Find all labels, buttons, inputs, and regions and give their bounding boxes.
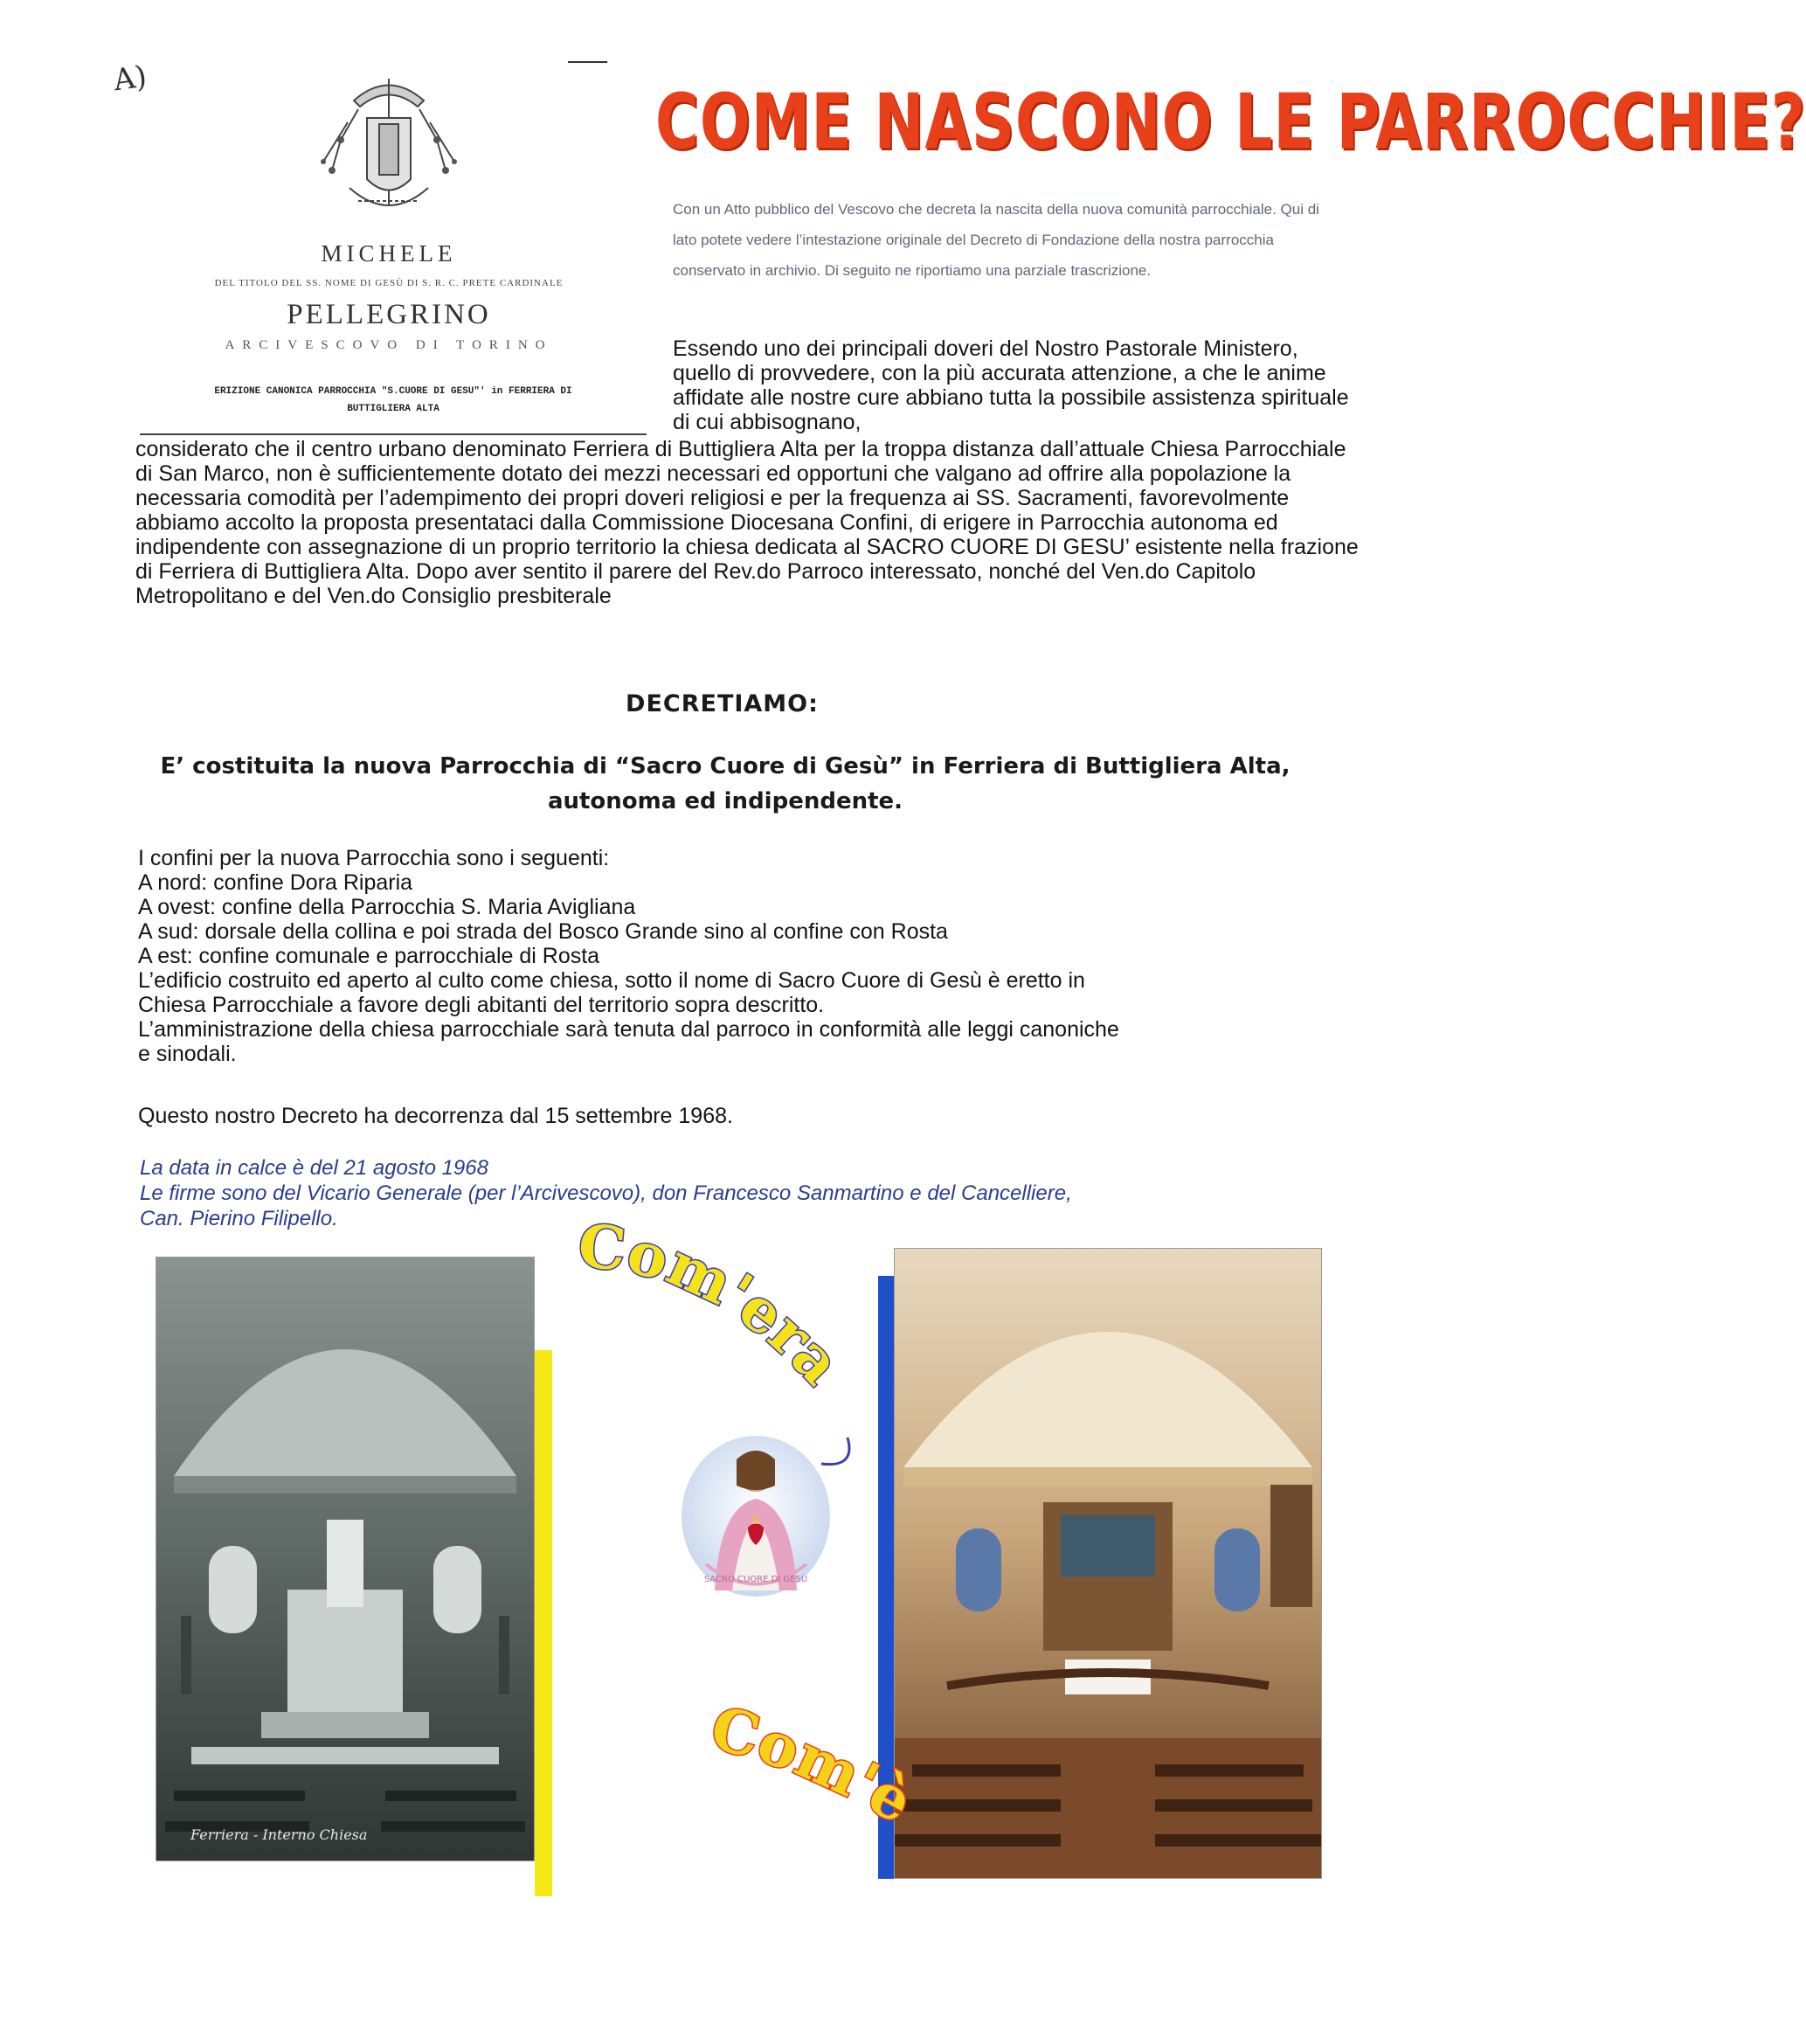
boundary-line: Chiesa Parrocchiale a favore degli abitanti del territorio sopra descritto. xyxy=(138,993,825,1017)
photo-caption: Ferriera - Interno Chiesa xyxy=(190,1826,368,1843)
comera-text: Com'era xyxy=(575,1215,855,1399)
boundary-line: L’edificio costruito ed aperto al culto come chiesa, sotto il nome di Sacro Cuore di Gesù è eretto in xyxy=(138,968,1085,993)
body-paragraph-full: considerato che il centro urbano denominato Ferriera di Buttigliera Alta per la troppa distanza dall’attuale Chiesa Parrocchiale di San Marco, non è sufficientemente dotato dei mezzi necessari ed opportuni che valgano ad offrire alla popolazione la necessaria comodità per l’adempimento dei propri doveri religiosi e per la frequenza ai SS. Sacramenti, favorevolmente abbiamo accolto la proposta presentataci dalla Commissione Diocesana Confini, di erigere in Parrocchia autonoma ed indipendente con assegnazione di un proprio territorio la chiesa dedicata al SACRO CUORE DI GESU’ esistente nella frazione di Ferriera di Buttigliera Alta. Dopo aver sentito il parere del Rev.do Parroco interessato, nonché del Ven.do Capitolo Metropolitano e del Ven.do Consiglio presbiterale xyxy=(135,437,1359,608)
boundary-list xyxy=(138,846,1361,1066)
yellow-accent-bar xyxy=(535,1350,552,1896)
letterhead-title: DEL TITOLO DEL SS. NOME DI GESÙ DI S. R. C. PRETE CARDINALE xyxy=(214,278,564,288)
erection-line-1: ERIZIONE CANONICA PARROCCHIA "S.CUORE DI GESU"' in FERRIERA DI xyxy=(214,386,572,397)
body-paragraph-right: Essendo uno dei principali doveri del Nostro Pastorale Ministero, quello di provvedere, con la più accurata attenzione, a che le anime affidate alle nostre cure abbiano tutta la possibile assistenza spirituale di cui abbisognano, xyxy=(673,336,1349,434)
intro-paragraph: Con un Atto pubblico del Vescovo che decreta la nascita della nuova comunità parrocchiale. Qui di lato potete vedere l’intestazione originale del Decreto di Fondazione della nostra parrocchia conservato in archivio. Di seguito ne riportiamo una parziale trascrizione. xyxy=(673,201,1319,279)
corner-mark: A) xyxy=(111,59,149,99)
boundary-line: e sinodali. xyxy=(138,1042,237,1066)
word-comera xyxy=(559,1215,891,1468)
old-church-photo xyxy=(156,1257,535,1861)
letterhead-erection xyxy=(140,383,647,418)
note-line: Can. Pierino Filipello. xyxy=(140,1207,338,1230)
letterhead-first-name: MICHELE xyxy=(321,240,457,267)
note-line: Le firme sono del Vicario Generale (per l’Arcivescovo), don Francesco Sanmartino e del Cancelliere, xyxy=(140,1181,1072,1205)
word-come xyxy=(690,1695,987,1896)
erection-line-2: BUTTIGLIERA ALTA xyxy=(347,404,439,414)
letterhead xyxy=(131,236,647,353)
top-dash-divider xyxy=(568,61,607,63)
page-headline: COME NASCONO LE PARROCCHIE? xyxy=(655,79,1806,168)
decree-subtitle: E’ costituita la nuova Parrocchia di “Sacro Cuore di Gesù” in Ferriera di Buttigliera Alta, autonoma ed indipendente. xyxy=(160,753,1290,814)
come-text: Com'è xyxy=(704,1695,924,1838)
decree-title: DECRETIAMO: xyxy=(626,690,819,717)
letterhead-last-name: PELLEGRINO xyxy=(287,299,491,330)
letterhead-rule xyxy=(140,433,647,435)
medallion-text: SACRO CUORE DI GESÙ xyxy=(703,1575,808,1584)
boundary-line: A ovest: confine della Parrocchia S. Maria Avigliana xyxy=(138,895,636,919)
decree-effective-date: Questo nostro Decreto ha decorrenza dal 15 settembre 1968. xyxy=(138,1104,733,1128)
sacred-heart-image xyxy=(680,1433,833,1599)
boundary-line: A est: confine comunale e parrocchiale di Rosta xyxy=(138,944,600,968)
svg-text:Com'è xyxy=(704,1695,924,1838)
note-line: La data in calce è del 21 agosto 1968 xyxy=(140,1156,488,1180)
letterhead-role: ARCIVESCOVO DI TORINO xyxy=(225,338,553,352)
boundary-line: L’amministrazione della chiesa parrocchiale sarà tenuta dal parroco in conformità alle leggi canoniche xyxy=(138,1017,1119,1042)
boundary-line: A sud: dorsale della collina e poi strada del Bosco Grande sino al confine con Rosta xyxy=(138,919,948,944)
cardinal-crest-icon xyxy=(306,70,472,227)
boundary-line: I confini per la nuova Parrocchia sono i seguenti: xyxy=(138,846,610,870)
boundary-line: A nord: confine Dora Riparia xyxy=(138,870,413,895)
svg-text:Com'era xyxy=(576,1215,855,1398)
